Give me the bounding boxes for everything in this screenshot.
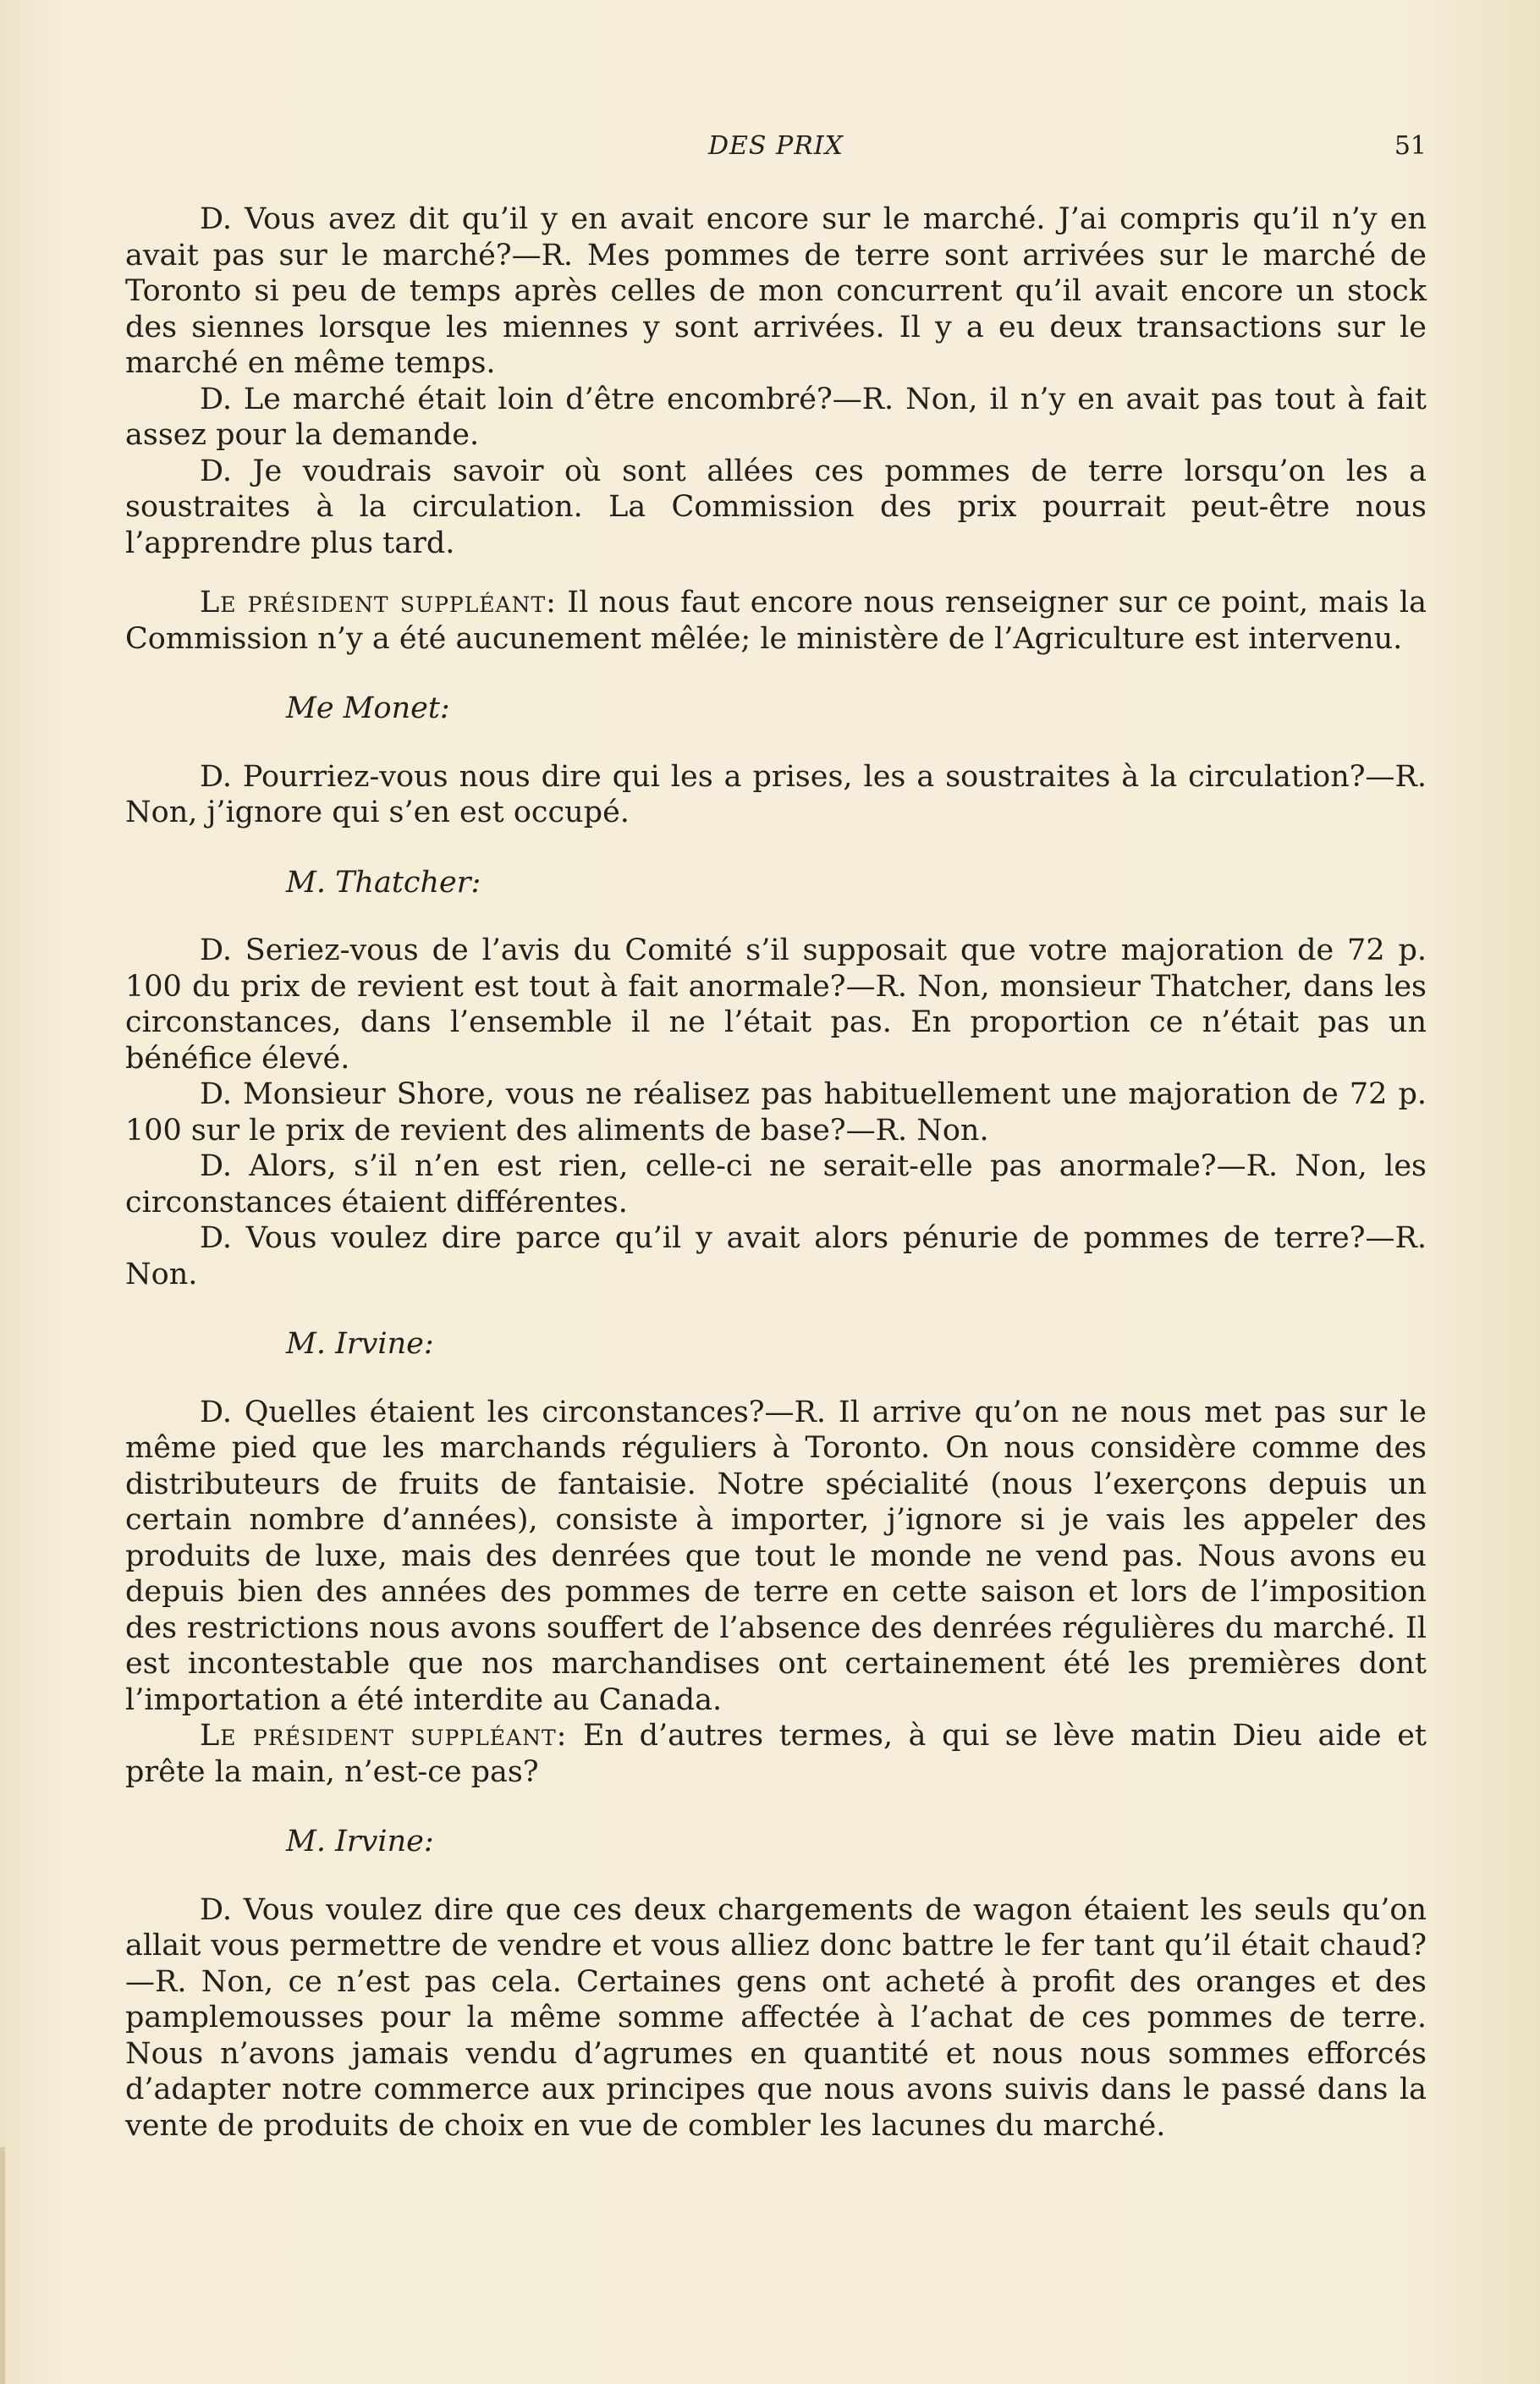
page-body <box>125 201 1427 2144</box>
paragraph-text: En d’autres termes, à qui se lève matin Dieu aide et prête la main, n’est-ce pas? <box>125 1719 1427 1789</box>
paragraph: D. Quelles étaient les circonstances?—R. Il arrive qu’on ne nous met pas sur le même pied que les marchands réguliers à Toronto. On nous considère comme des distributeurs de fruits de fantaisie. Notre spécialité (nous l’exerçons depuis un certain nombre d’années), consiste à importer, j’ignore si je vais les appeler des produits de luxe, mais des denrées que tout le monde ne vend pas. Nous avons eu depuis bien des années des pommes de terre en cette saison et lors de l’imposition des restrictions nous avons souffert de l’absence des denrées régulières du marché. Il est incontestable que nos marchandises ont certainement été les premières dont l’importation a été interdite au Canada. <box>125 1395 1427 1717</box>
speaker-label: Le président suppléant: <box>200 1719 568 1753</box>
page-header <box>125 131 1427 173</box>
speaker-heading: M. Thatcher: <box>286 865 481 900</box>
paragraph: D. Je voudrais savoir où sont allées ces pommes de terre lorsqu’on les a soustraites à la circulation. La Commission des prix pourrait peut-être nous l’apprendre plus tard. <box>125 454 1427 560</box>
speaker-heading: Me Monet: <box>286 691 450 725</box>
paragraph: D. Vous voulez dire parce qu’il y avait alors pénurie de pommes de terre?—R. Non. <box>125 1221 1427 1291</box>
speaker-label: Le président suppléant: <box>200 586 557 619</box>
paragraph: D. Alors, s’il n’en est rien, celle-ci ne serait-elle pas anormale?—R. Non, les circonstances étaient différentes. <box>125 1149 1427 1220</box>
paragraph: D. Monsieur Shore, vous ne réalisez pas habituellement une majoration de 72 p. 100 sur le prix de revient des aliments de base?—R. Non. <box>125 1077 1427 1148</box>
speaker-heading: M. Irvine: <box>286 1825 434 1858</box>
paragraph <box>125 585 1427 657</box>
speaker-heading: M. Irvine: <box>286 1327 434 1361</box>
paragraph: D. Pourriez-vous nous dire qui les a prises, les a soustraites à la circulation?—R. Non, j’ignore qui s’en est occupé. <box>125 759 1427 829</box>
page-edge-divider <box>0 2147 5 2384</box>
paragraph-text: Il nous faut encore nous renseigner sur ce point, mais la Commission n’y a été aucunement mêlée; le ministère de l’Agriculture est intervenu. <box>125 586 1427 656</box>
paragraph <box>125 1718 1427 1790</box>
page-number: 51 <box>1394 131 1427 161</box>
paragraph: D. Le marché était loin d’être encombré?—R. Non, il n’y en avait pas tout à fait assez pour la demande. <box>125 382 1427 452</box>
running-title: DES PRIX <box>707 131 844 161</box>
paragraph: D. Vous avez dit qu’il y en avait encore sur le marché. J’ai compris qu’il n’y en avait pas sur le marché?—R. Mes pommes de terre sont arrivées sur le marché de Toronto si peu de temps après celles de mon concurrent qu’il avait encore un stock des siennes lorsque les miennes y sont arrivées. Il y a eu deux transactions sur le marché en même temps. <box>125 202 1427 380</box>
paragraph: D. Seriez-vous de l’avis du Comité s’il supposait que votre majoration de 72 p. 100 du prix de revient est tout à fait anormale?—R. Non, monsieur Thatcher, dans les circonstances, dans l’ensemble il ne l’était pas. En proportion ce n’était pas un bénéfice élevé. <box>125 933 1427 1076</box>
paragraph: D. Vous voulez dire que ces deux chargements de wagon étaient les seuls qu’on allait vous permettre de vendre et vous alliez donc battre le fer tant qu’il était chaud?—R. Non, ce n’est pas cela. Certaines gens ont acheté à profit des oranges et des pamplemousses pour la même somme affectée à l’achat de ces pommes de terre. Nous n’avons jamais vendu d’agrumes en quantité et nous nous sommes efforcés d’adapter notre commerce aux principes que nous avons suivis dans le passé dans la vente de produits de choix en vue de combler les lacunes du marché. <box>125 1892 1427 2143</box>
